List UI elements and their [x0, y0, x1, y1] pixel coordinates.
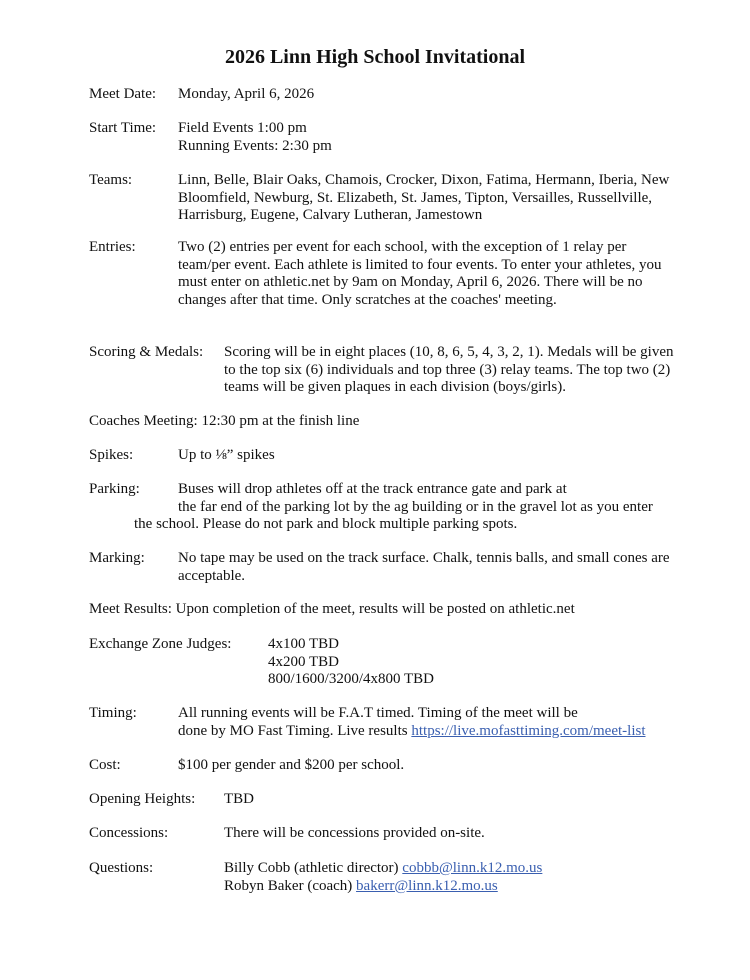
cost-label: Cost: [89, 757, 121, 773]
concessions-value: There will be concessions provided on-site. [224, 825, 485, 841]
scoring-line: teams will be given plaques in each division (boys/girls). [224, 379, 567, 396]
start-time-line: Running Events: 2:30 pm [178, 137, 332, 154]
meet-date-label: Meet Date: [89, 86, 157, 102]
parking-line: the school. Please do not park and block multiple parking spots. [134, 516, 518, 532]
entries-line: must enter on athletic.net by 9am on Monday, April 6, 2026. There will be no [178, 274, 643, 291]
teams-line: Linn, Belle, Blair Oaks, Chamois, Crocker, Dixon, Fatima, Hermann, Iberia, New [178, 172, 670, 188]
meet-date-value: Monday, April 6, 2026 [178, 86, 315, 102]
teams-value [178, 172, 669, 225]
timing-line: All running events will be F.A.T timed. Timing of the meet will be [178, 705, 578, 721]
entries-line: team/per event. Each athlete is limited to four events. To enter your athletes, you [178, 256, 662, 273]
timing-value [178, 705, 646, 740]
marking-label: Marking: [89, 550, 145, 566]
exchange-line: 4x100 TBD [268, 636, 339, 652]
exchange-label: Exchange Zone Judges: [89, 636, 232, 652]
timing-line: done by MO Fast Timing. Live results [178, 722, 412, 739]
document-title: 2026 Linn High School Invitational [224, 46, 526, 68]
email-link[interactable]: cobbb@linn.k12.mo.us [402, 860, 543, 876]
live-results-link[interactable]: https://live.mofasttiming.com/meet-list [411, 722, 646, 739]
parking-label: Parking: [89, 481, 140, 497]
opening-heights-label: Opening Heights: [89, 791, 196, 807]
teams-line: Harrisburg, Eugene, Calvary Lutheran, Jamestown [178, 207, 483, 224]
start-time-label: Start Time: [89, 120, 157, 136]
exchange-line: 4x200 TBD [268, 653, 339, 670]
entries-line: Two (2) entries per event for each school, with the exception of 1 relay per [178, 239, 627, 255]
contact-name: Robyn Baker (coach) [224, 877, 357, 894]
teams-line: Bloomfield, Newburg, St. Elizabeth, St. James, Tipton, Versailles, Russellville, [178, 189, 653, 206]
timing-label: Timing: [89, 705, 137, 721]
teams-label: Teams: [89, 172, 133, 188]
contact-name: Billy Cobb (athletic director) [224, 860, 403, 876]
parking-line: the far end of the parking lot by the ag building or in the gravel lot as you enter [178, 499, 653, 515]
spikes-label: Spikes: [89, 447, 134, 463]
parking-line: Buses will drop athletes off at the track entrance gate and park at [178, 481, 567, 497]
scoring-line: Scoring will be in eight places (10, 8, 6, 5, 4, 3, 2, 1). Medals will be given [224, 344, 674, 360]
start-time-value [178, 120, 332, 155]
scoring-value [224, 344, 674, 397]
email-link[interactable]: bakerr@linn.k12.mo.us [356, 877, 498, 894]
concessions-label: Concessions: [89, 825, 169, 841]
exchange-line: 800/1600/3200/4x800 TBD [268, 671, 434, 688]
meet-results: Meet Results: Upon completion of the meet, results will be posted on athletic.net [89, 601, 575, 617]
scoring-line: to the top six (6) individuals and top three (3) relay teams. The top two (2) [224, 361, 671, 378]
questions-label: Questions: [89, 860, 154, 876]
questions-value [224, 860, 542, 895]
entries-label: Entries: [89, 239, 136, 255]
spikes-value: Up to ⅛” spikes [178, 447, 275, 463]
entries-line: changes after that time. Only scratches at the coaches' meeting. [178, 291, 557, 308]
opening-heights-value: TBD [224, 791, 254, 807]
scoring-label: Scoring & Medals: [89, 344, 204, 360]
marking-line: No tape may be used on the track surface. Chalk, tennis balls, and small cones are [178, 550, 670, 566]
marking-value [178, 550, 670, 585]
cost-value: $100 per gender and $200 per school. [178, 757, 405, 773]
start-time-line: Field Events 1:00 pm [178, 120, 307, 136]
entries-value [178, 239, 662, 309]
exchange-value [268, 636, 434, 689]
marking-line: acceptable. [178, 567, 246, 584]
coaches-meeting: Coaches Meeting: 12:30 pm at the finish line [89, 413, 360, 429]
